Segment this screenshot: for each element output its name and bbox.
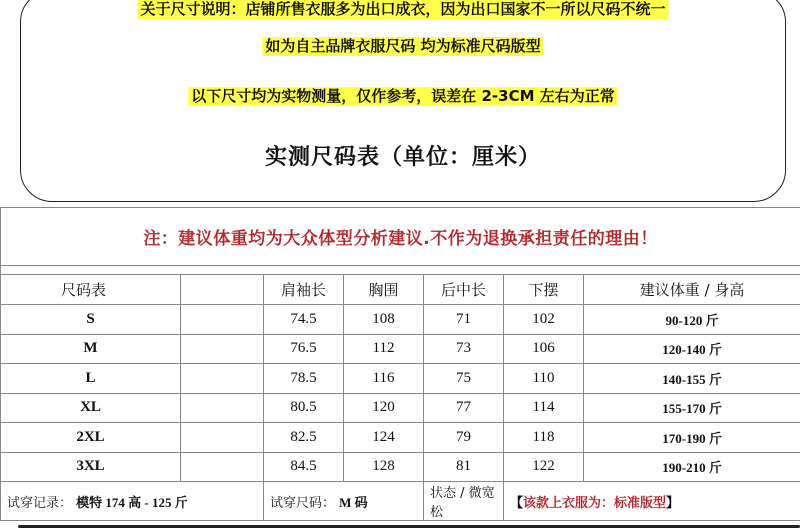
try-size-cell [264,482,424,521]
size-cell: XL [1,393,181,423]
blank-cell [181,334,264,364]
table-row [1,334,800,364]
shoulder-sleeve-cell: 76.5 [264,334,344,364]
try-size-value: M 码 [339,494,368,510]
hem-cell: 114 [504,393,584,423]
table-row [1,364,800,394]
size-cell: M [1,334,181,364]
chest-cell: 120 [344,393,424,423]
size-cell: 2XL [1,423,181,453]
size-info-box [20,0,786,202]
header-size: 尺码表 [1,275,181,305]
try-record-cell [1,482,264,521]
blank-cell [181,423,264,453]
shoulder-sleeve-cell: 78.5 [264,364,344,394]
weight-cell: 190-210 斤 [584,452,800,482]
header-shoulder-sleeve: 肩袖长 [264,275,344,305]
chest-cell: 112 [344,334,424,364]
hem-cell: 110 [504,364,584,394]
fit-note: 该款上衣服为：标准版型 [523,495,667,511]
spacer-row [1,266,800,275]
weight-cell: 170-190 斤 [584,423,800,453]
header-chest: 胸围 [344,275,424,305]
header-weight-height: 建议体重 / 身高 [584,275,800,305]
weight-disclaimer: 注：建议体重均为大众体型分析建议.不作为退换承担责任的理由！ [1,208,800,266]
blank-cell [181,364,264,394]
size-chart-title: 实测尺码表（单位：厘米） [264,145,542,170]
fit-bracket-open: 【 [510,495,524,511]
table-row [1,305,800,335]
shoulder-sleeve-cell: 80.5 [264,393,344,423]
size-note-line-3: 以下尺寸均为实物测量，仅作参考，误差在 2-3CM 左右为正常 [188,87,617,106]
hem-cell: 122 [504,452,584,482]
blank-cell [181,393,264,423]
blank-cell [181,305,264,335]
table-header-row [1,275,800,305]
back-length-cell: 75 [424,364,504,394]
chest-cell: 116 [344,364,424,394]
weight-cell: 140-155 斤 [584,364,800,394]
size-cell: S [1,305,181,335]
size-note-line-1: 关于尺寸说明：店铺所售衣服多为出口成衣，因为出口国家不一所以尺码不统一 [137,0,668,19]
weight-cell: 155-170 斤 [584,393,800,423]
size-note-line-2: 如为自主品牌衣服尺码 均为标准尺码版型 [262,37,543,56]
back-length-cell: 77 [424,393,504,423]
footer-row [1,482,800,521]
fit-bracket-close: 】 [666,495,680,511]
shoulder-sleeve-cell: 74.5 [264,305,344,335]
blank-cell [181,452,264,482]
hem-cell: 102 [504,305,584,335]
status-cell: 状态 / 微宽松 [424,482,504,521]
try-size-label: 试穿尺码： [270,495,336,511]
try-record-label: 试穿记录： [7,495,73,511]
hem-cell: 118 [504,423,584,453]
hem-cell: 106 [504,334,584,364]
shoulder-sleeve-cell: 84.5 [264,452,344,482]
header-blank [181,275,264,305]
size-cell: L [1,364,181,394]
back-length-cell: 79 [424,423,504,453]
table-row [1,393,800,423]
chest-cell: 128 [344,452,424,482]
size-cell: 3XL [1,452,181,482]
back-length-cell: 81 [424,452,504,482]
weight-cell: 90-120 斤 [584,305,800,335]
chest-cell: 124 [344,423,424,453]
header-back-length: 后中长 [424,275,504,305]
table-row [1,423,800,453]
chest-cell: 108 [344,305,424,335]
bottom-divider [18,525,800,528]
weight-cell: 120-140 斤 [584,334,800,364]
size-table [0,207,800,521]
header-hem: 下摆 [504,275,584,305]
back-length-cell: 73 [424,334,504,364]
try-record-value: 模特 174 高 - 125 斤 [76,494,188,510]
fit-note-cell [504,482,800,521]
back-length-cell: 71 [424,305,504,335]
shoulder-sleeve-cell: 82.5 [264,423,344,453]
table-row [1,452,800,482]
